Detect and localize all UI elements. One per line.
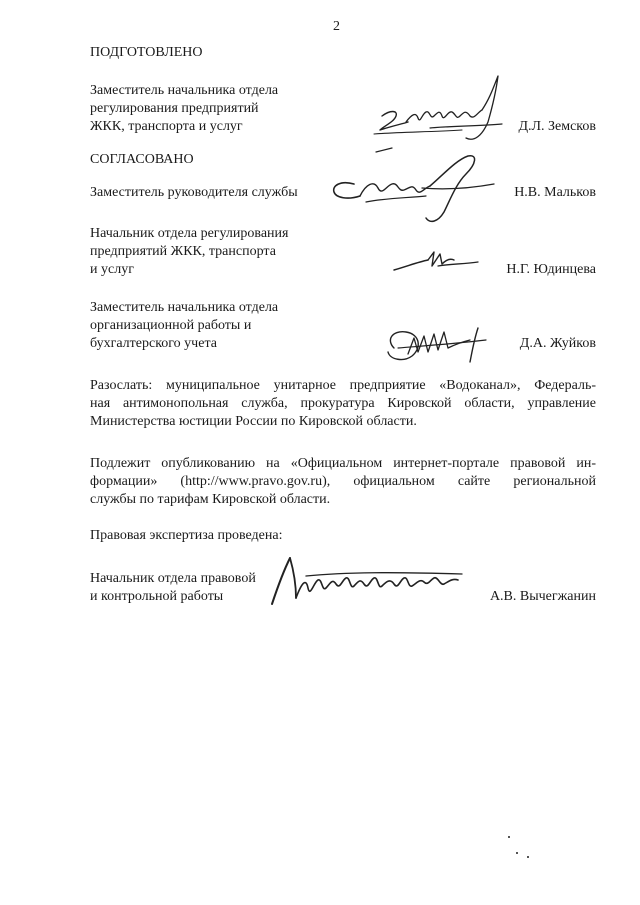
prepared-name: Д.Л. Земсков [518,119,596,134]
legal-review-name: А.В. Вычегжанин [489,589,596,604]
signature-vychegzhanin [266,552,476,612]
publication-paragraph [90,455,596,509]
signature-zemskov [370,72,520,157]
legal-review-position-line-1: Начальник отдела правовой [90,571,256,586]
scan-speck [508,836,510,838]
signature-zhuikov [382,318,502,368]
distribution-line-3: Министерства юстиции России по Кировской области. [90,414,417,429]
signatory-2-position-line-1: Начальник отдела регулирования [90,226,289,241]
publication-line-2: формации» (http://www.pravo.gov.ru), официальном сайте региональной [90,474,596,489]
distribution-line-1: Разослать: муниципальное унитарное предприятие «Водоканал», Федераль- [90,378,596,393]
scan-speck [516,852,518,854]
prepared-position-line-1: Заместитель начальника отдела [90,83,279,98]
signatory-1-name: Н.В. Мальков [514,185,596,200]
signatory-1-position-line-1: Заместитель руководителя службы [90,185,298,200]
signatory-2-name: Н.Г. Юдинцева [506,262,596,277]
scan-speck [527,856,529,858]
prepared-position-line-2: регулирования предприятий [90,101,259,116]
publication-line-3: службы по тарифам Кировской области. [90,492,331,507]
publication-line-1: Подлежит опубликованию на «Официальном интернет-портале правовой ин- [90,456,596,471]
signature-yudintseva [388,246,488,276]
signatory-3-position-line-3: бухгалтерского учета [90,336,217,351]
distribution-line-2: ная антимонопольная служба, прокуратура Кировской области, управление [90,396,596,411]
distribution-paragraph [90,377,596,431]
signatory-2-position-line-2: предприятий ЖКК, транспорта [90,244,276,259]
legal-review-statement: Правовая экспертиза проведена: [90,528,283,543]
signatory-3-position-line-1: Заместитель начальника отдела [90,300,279,315]
prepared-heading: ПОДГОТОВЛЕНО [90,45,203,60]
prepared-position-line-3: ЖКК, транспорта и услуг [90,119,243,134]
signatory-2-position-line-3: и услуг [90,262,134,277]
signatory-3-name: Д.А. Жуйков [519,336,596,351]
signatory-3-position-line-2: организационной работы и [90,318,252,333]
legal-review-position-line-2: и контрольной работы [90,589,224,604]
agreed-heading: СОГЛАСОВАНО [90,152,194,167]
page-number: 2 [333,19,340,34]
signature-malkov [326,150,496,230]
